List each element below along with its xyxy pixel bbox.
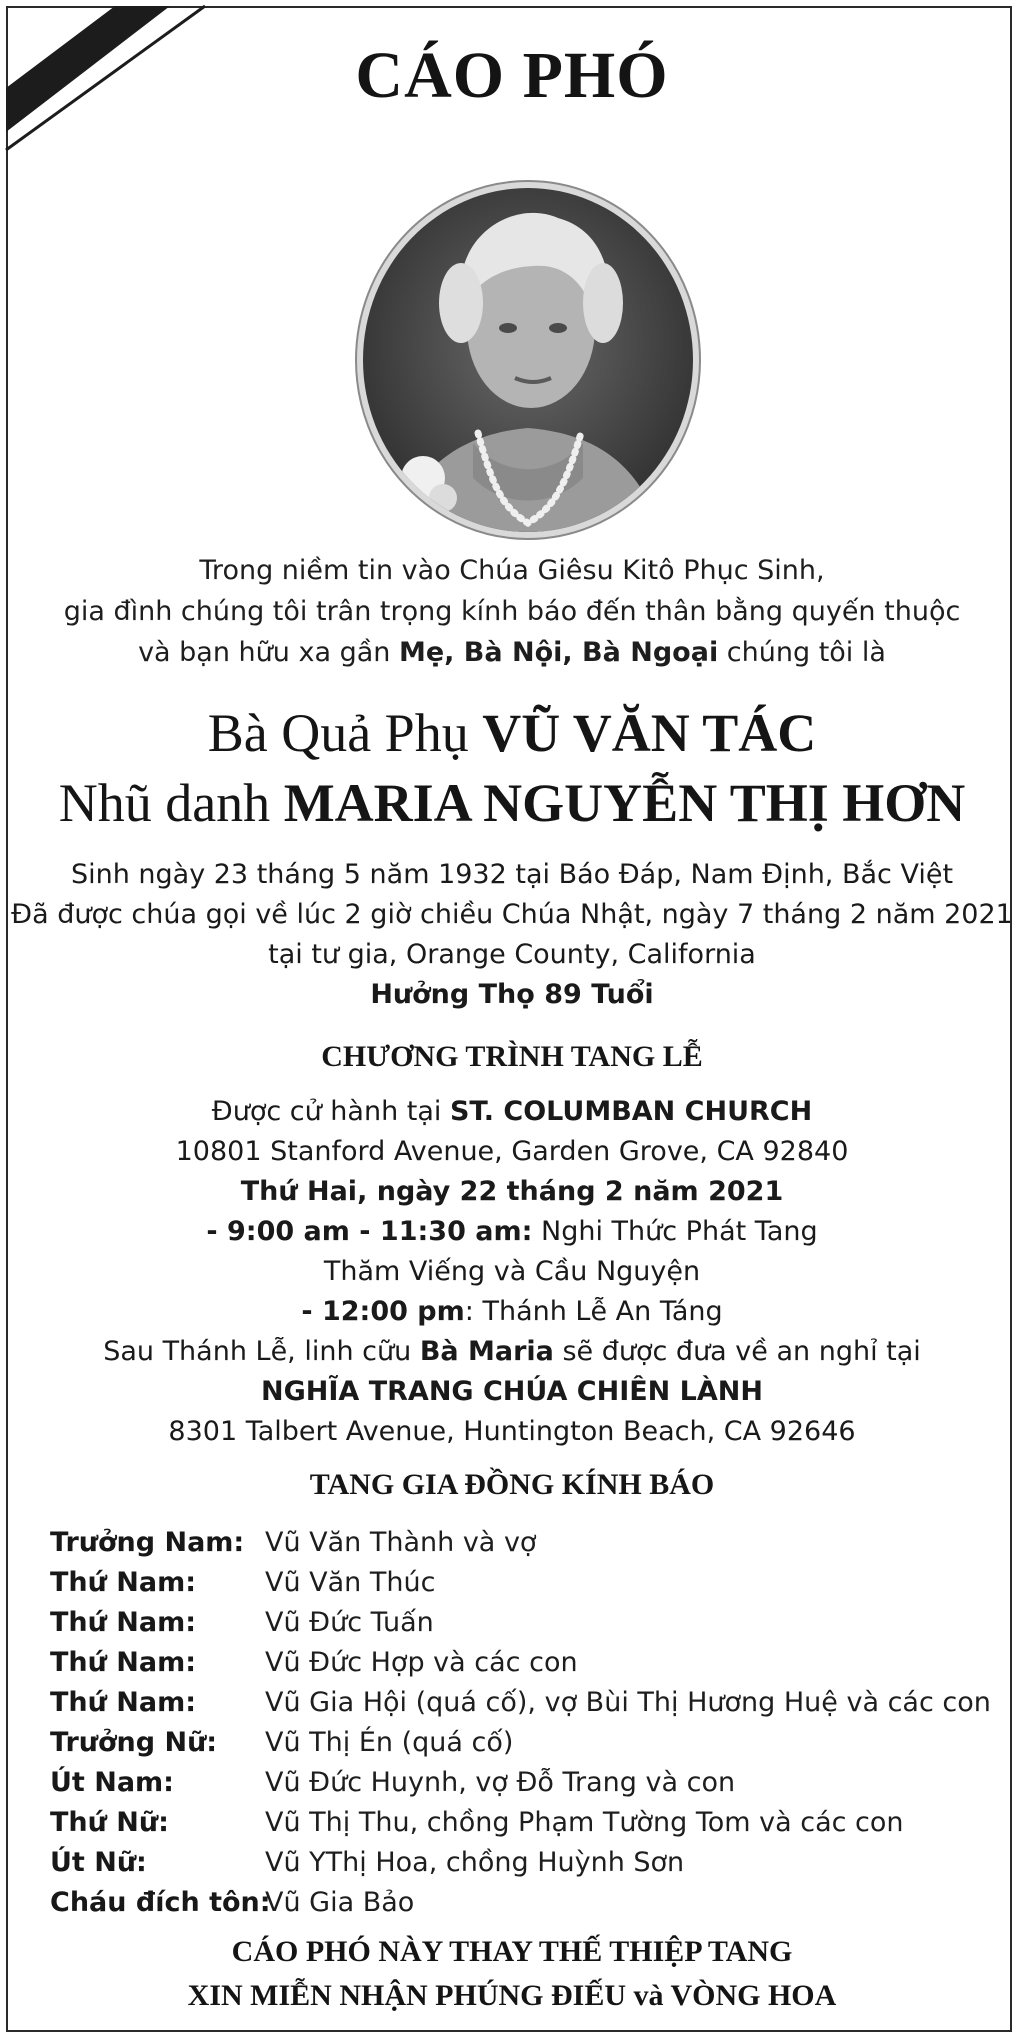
intro-line-3-pre: và bạn hữu xa gần [138, 637, 399, 668]
family-name: Vũ Gia Bảo [265, 1886, 415, 1918]
family-name: Vũ Gia Hội (quá cố), vợ Bùi Thị Hương Huệ và các con [265, 1686, 991, 1718]
family-name: Vũ Đức Huynh, vợ Đỗ Trang và con [265, 1766, 736, 1798]
footer-line-2 [0, 1974, 1024, 2018]
married-name-prefix: Bà Quả Phụ [207, 703, 483, 763]
footer-line-2-post: VÒNG HOA [663, 1979, 837, 2012]
intro-relation: Mẹ, Bà Nội, Bà Ngoại [398, 637, 719, 668]
burial-name: Bà Maria [419, 1336, 554, 1367]
event-2-label: : Thánh Lễ An Táng [464, 1296, 723, 1327]
list-item [50, 1602, 1010, 1642]
footer-line-1: CÁO PHÓ NÀY THAY THẾ THIỆP TANG [231, 1935, 793, 1968]
page-title: CÁO PHÓ [355, 39, 669, 112]
list-item [50, 1842, 1010, 1882]
list-item [50, 1762, 1010, 1802]
family-heading: TANG GIA ĐỒNG KÍNH BÁO [309, 1468, 715, 1501]
age-line: Hưởng Thọ 89 Tuổi [370, 979, 654, 1010]
family-name: Vũ Văn Thành và vợ [265, 1526, 537, 1558]
event-1 [0, 1212, 1024, 1252]
service-date [0, 1172, 1024, 1212]
family-name: Vũ Thị Thu, chồng Phạm Tường Tom và các con [265, 1806, 904, 1838]
program-heading: CHƯƠNG TRÌNH TANG LỄ [321, 1040, 703, 1073]
footer-notice [0, 1930, 1024, 2018]
family-role: Thứ Nam: [50, 1566, 197, 1598]
list-item [50, 1882, 1010, 1922]
family-role: Thứ Nam: [50, 1606, 197, 1638]
cemetery-name-text: NGHĨA TRANG CHÚA CHIÊN LÀNH [261, 1376, 763, 1407]
cemetery-name [0, 1372, 1024, 1412]
family-name: Vũ Đức Hợp và các con [265, 1646, 578, 1678]
venue-address: 10801 Stanford Avenue, Garden Grove, CA 92840 [175, 1136, 849, 1167]
burial-pre: Sau Thánh Lễ, linh cữu [103, 1336, 420, 1367]
cemetery-address: 8301 Talbert Avenue, Huntington Beach, CA 92646 [168, 1416, 856, 1447]
event-1-label: Nghi Thức Phát Tang [532, 1216, 818, 1247]
intro-line-1: Trong niềm tin vào Chúa Giêsu Kitô Phục Sinh, [199, 555, 825, 586]
death-line: Đã được chúa gọi về lúc 2 giờ chiều Chúa Nhật, ngày 7 tháng 2 năm 2021 [11, 899, 1013, 930]
death-place: tại tư gia, Orange County, California [268, 939, 756, 970]
maiden-name: MARIA NGUYỄN THỊ HƠN [283, 773, 966, 833]
family-name: Vũ Đức Tuấn [265, 1606, 434, 1638]
event-1-time: - 9:00 am - 11:30 am: [206, 1216, 533, 1247]
venue-name: ST. COLUMBAN CHURCH [449, 1096, 813, 1127]
family-role: Trưởng Nam: [50, 1526, 245, 1558]
deceased-married-name [0, 700, 1024, 766]
family-role: Thứ Nam: [50, 1646, 197, 1678]
life-details [0, 855, 1024, 1015]
service-date-text: Thứ Hai, ngày 22 tháng 2 năm 2021 [240, 1176, 784, 1207]
husband-name: VŨ VĂN TÁC [482, 703, 817, 763]
family-role: Thứ Nữ: [50, 1806, 169, 1838]
family-name: Vũ YThị Hoa, chồng Huỳnh Sơn [265, 1846, 685, 1878]
venue-prefix: Được cử hành tại [211, 1096, 450, 1127]
burial-line [0, 1332, 1024, 1372]
footer-line-2-pre: XIN MIỄN NHẬN PHÚNG ĐIẾU [187, 1979, 634, 2012]
intro-line-2: gia đình chúng tôi trân trọng kính báo đến thân bằng quyến thuộc [63, 596, 961, 627]
family-role: Cháu đích tôn: [50, 1886, 271, 1918]
deceased-maiden-name [0, 770, 1024, 836]
burial-post: sẽ được đưa về an nghỉ tại [553, 1336, 921, 1367]
family-role: Út Nữ: [50, 1846, 147, 1878]
intro-line-3-post: chúng tôi là [718, 637, 886, 668]
event-2 [0, 1292, 1024, 1332]
family-name: Vũ Thị Én (quá cố) [265, 1726, 514, 1758]
birth-line: Sinh ngày 23 tháng 5 năm 1932 tại Báo Đáp, Nam Định, Bắc Việt [70, 859, 954, 890]
family-name: Vũ Văn Thúc [265, 1566, 436, 1598]
list-item [50, 1682, 1010, 1722]
maiden-name-prefix: Nhũ danh [58, 773, 284, 833]
list-item [50, 1642, 1010, 1682]
family-role: Trưởng Nữ: [50, 1726, 218, 1758]
intro-line-3 [0, 632, 1024, 673]
list-item [50, 1802, 1010, 1842]
intro-paragraph [0, 550, 1024, 673]
list-item [50, 1522, 1010, 1562]
event-2-time: - 12:00 pm [301, 1296, 465, 1327]
event-1-detail: Thăm Viếng và Cầu Nguyện [323, 1256, 701, 1287]
footer-line-2-conj: và [633, 1979, 664, 2012]
list-item [50, 1722, 1010, 1762]
family-list [50, 1522, 1010, 1922]
family-role: Út Nam: [50, 1766, 174, 1798]
family-role: Thứ Nam: [50, 1686, 197, 1718]
list-item [50, 1562, 1010, 1602]
funeral-program [0, 1092, 1024, 1452]
venue-line [0, 1092, 1024, 1132]
portrait-photo [353, 178, 703, 543]
